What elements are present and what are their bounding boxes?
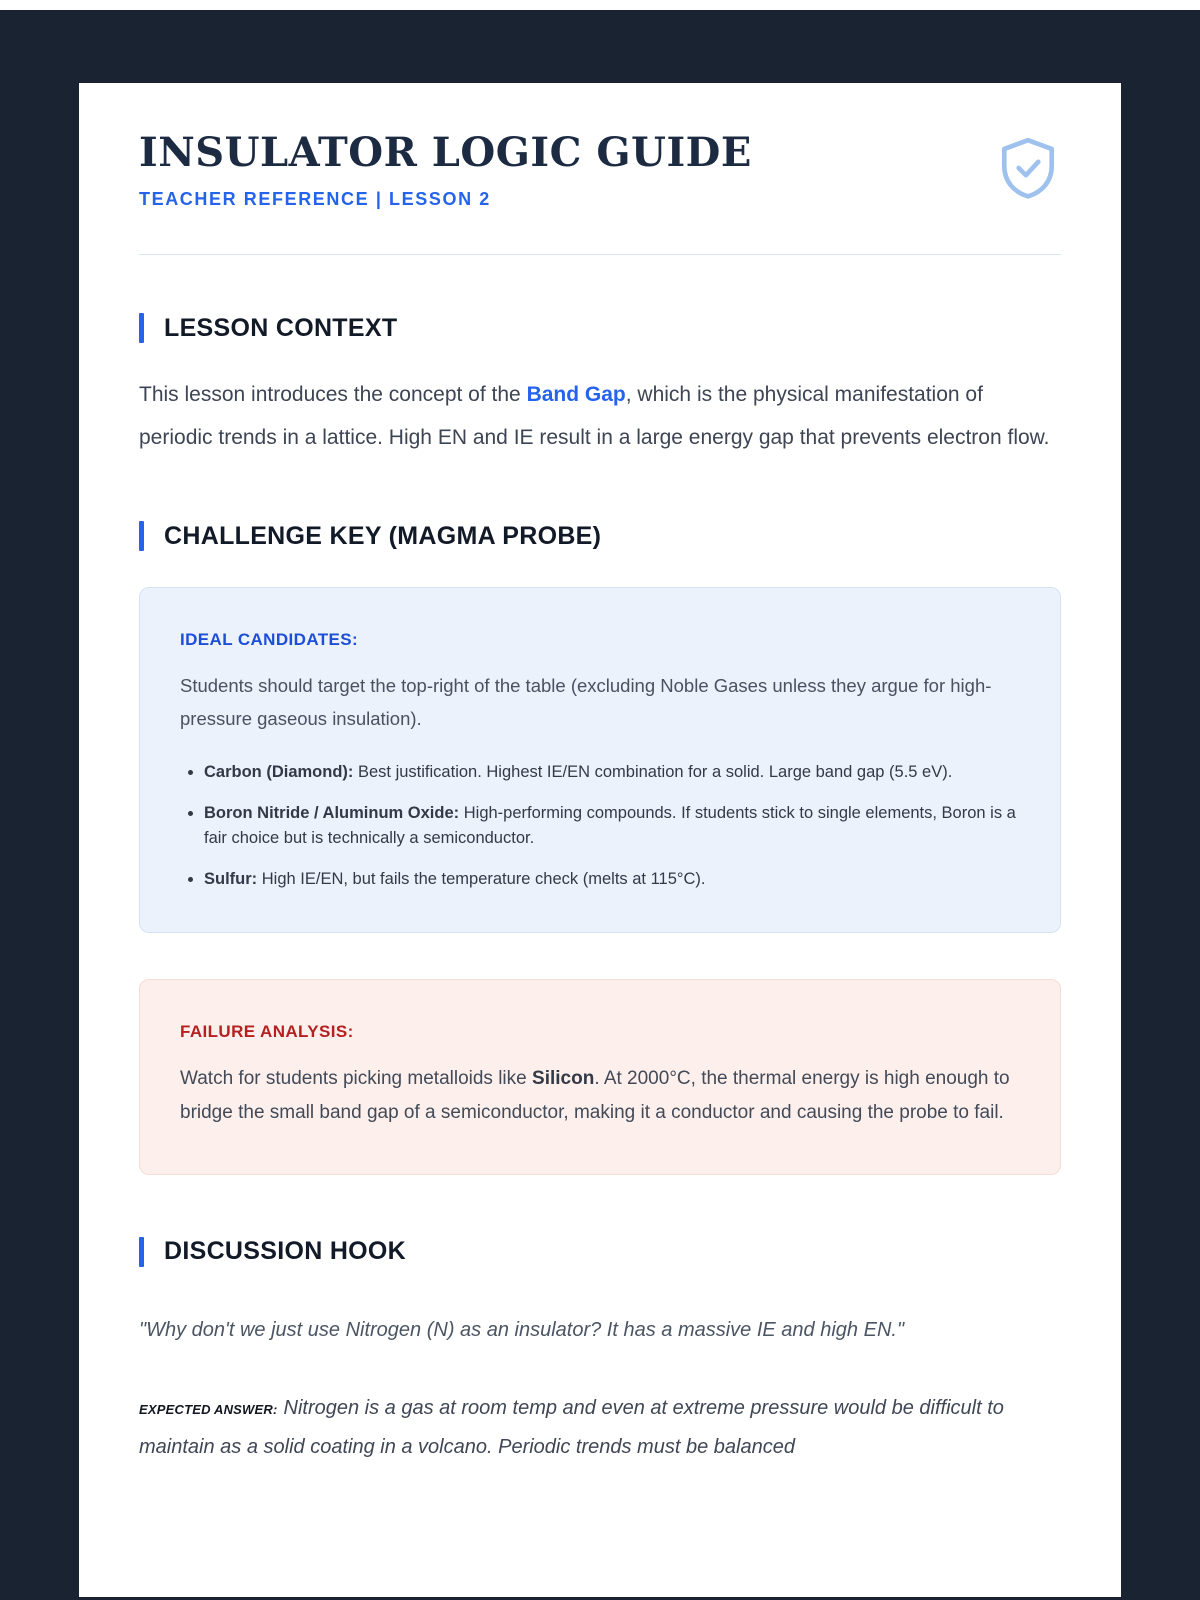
list-item: [204, 867, 1016, 893]
page-title: INSULATOR LOGIC GUIDE: [139, 129, 752, 176]
expected-answer-label: EXPECTED ANSWER:: [139, 1401, 278, 1417]
paragraph-text: Watch for students picking metalloids like: [180, 1068, 533, 1090]
document-card: [76, 80, 1124, 1600]
section-discussion-hook: [139, 1237, 1061, 1467]
header-titles: [139, 131, 752, 210]
failure-analysis-label: FAILURE ANALYSIS:: [180, 1022, 354, 1042]
discussion-quote: "Why don't we just use Nitrogen (N) as an insulator? It has a massive IE and high EN.": [139, 1318, 905, 1341]
paragraph-text: . At 2000°C, the thermal energy is high enough to bridge the small band gap of a semiconductor, making it a conductor and causing the probe to fail.: [180, 1068, 1010, 1123]
discussion-hook-heading: [139, 1237, 1061, 1267]
page-background: [0, 10, 1200, 1600]
accent-bar: [139, 1237, 144, 1267]
section-challenge-key: [139, 521, 1061, 1175]
expected-answer-text: Nitrogen is a gas at room temp and even at extreme pressure would be difficult to maintain as a solid coating in a volcano. Periodic trends must be balanced: [139, 1396, 1004, 1458]
paragraph-text: This lesson introduces the concept of the: [139, 383, 527, 406]
challenge-key-heading: [139, 521, 1061, 551]
list-item: [204, 760, 1016, 786]
accent-bar: [139, 313, 144, 343]
paragraph-text: , which is the physical manifestation of periodic trends in a lattice. High EN and IE result in a large energy gap that prevents electron flow.: [139, 383, 1050, 450]
expected-answer: [139, 1389, 1061, 1467]
discussion-hook-heading-text: DISCUSSION HOOK: [164, 1237, 407, 1266]
header-divider: [139, 254, 1061, 255]
ideal-candidates-intro: Students should target the top-right of the table (excluding Noble Gases unless they argue for high-pressure gaseous insulation).: [180, 675, 992, 730]
band-gap-highlight: Band Gap: [526, 383, 626, 406]
bullet-term: Boron Nitride / Aluminum Oxide:: [204, 803, 460, 822]
bullet-text: Best justification. Highest IE/EN combination for a solid. Large band gap (5.5 eV).: [353, 762, 953, 781]
section-lesson-context: [139, 313, 1061, 459]
lesson-context-paragraph: [139, 373, 1061, 459]
bullet-text: High-performing compounds. If students stick to single elements, Boron is a fair choice but is technically a semiconductor.: [204, 803, 1016, 848]
bullet-term: Sulfur:: [204, 869, 258, 888]
document-header: [139, 131, 1061, 210]
failure-analysis-paragraph: [180, 1062, 1016, 1130]
ideal-candidates-label: IDEAL CANDIDATES:: [180, 630, 359, 650]
shield-check-icon: [995, 135, 1061, 206]
ideal-candidates-box: [139, 587, 1061, 933]
ideal-candidates-list: [180, 760, 1016, 892]
lesson-context-heading: [139, 313, 1061, 343]
failure-analysis-box: [139, 979, 1061, 1175]
silicon-highlight: Silicon: [532, 1068, 595, 1090]
bullet-term: Carbon (Diamond):: [204, 762, 354, 781]
challenge-key-heading-text: CHALLENGE KEY (MAGMA PROBE): [164, 521, 602, 550]
accent-bar: [139, 521, 144, 551]
lesson-context-heading-text: LESSON CONTEXT: [164, 313, 398, 342]
bullet-text: High IE/EN, but fails the temperature check (melts at 115°C).: [257, 869, 706, 888]
page-subtitle: TEACHER REFERENCE | LESSON 2: [139, 189, 491, 209]
list-item: [204, 801, 1016, 852]
